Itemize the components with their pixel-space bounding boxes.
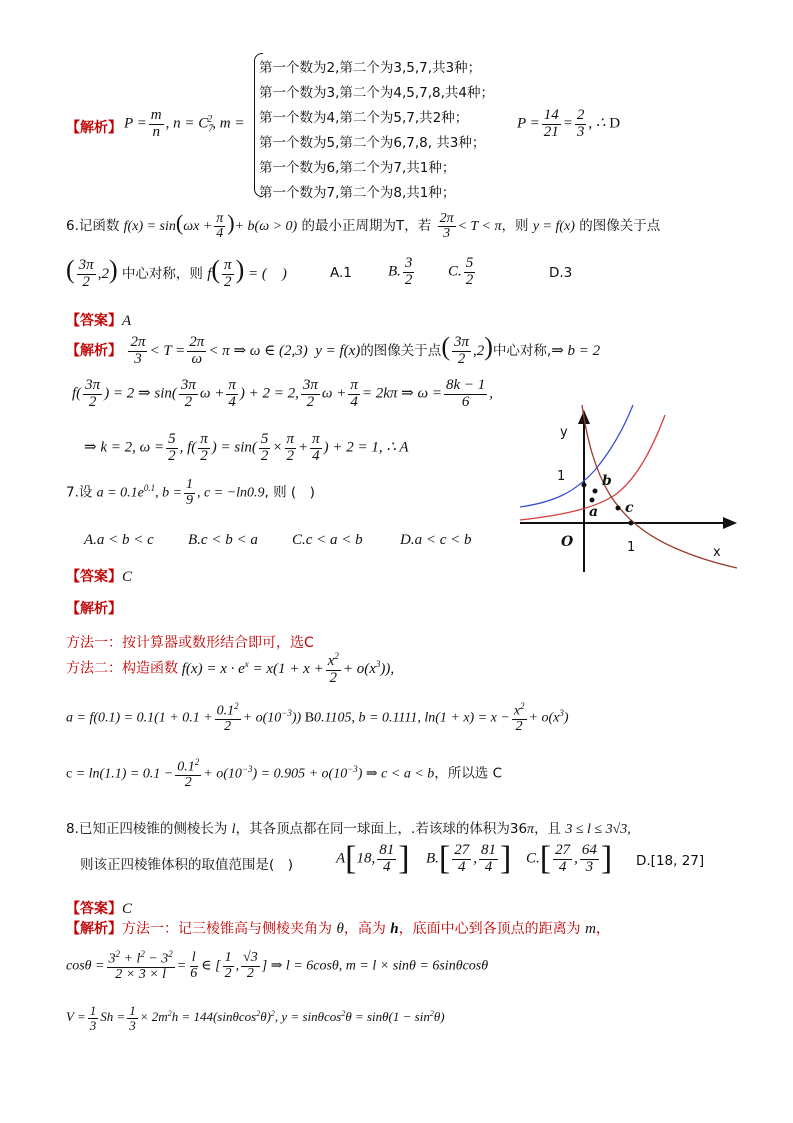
q7-method2-label: 方法二：: [66, 660, 122, 677]
p5-case-3: 第一个数为4,第二个为5,7,共2种；: [259, 110, 469, 126]
p5-case-2: 第一个数为3,第二个为4,5,7,8,共4种；: [259, 85, 494, 101]
p5-case-1: 第一个数为2,第二个为3,5,7,共3种；: [259, 60, 482, 76]
p5-case-5: 第一个数为6,第二个为7,共1种；: [259, 160, 456, 176]
point-c: [616, 506, 621, 511]
q7-option-b: B.c < b < a: [188, 532, 258, 548]
function-graph: [515, 400, 745, 580]
q7-line-c-tail: ，所以选 C: [434, 765, 502, 782]
q8-option-d: D.[18, 27]: [636, 853, 705, 869]
q6-answer-value: A: [122, 313, 132, 329]
q8-option-c: C.[ $\frac{27}{4}$ , $\frac{64}{3}$ ]: [526, 840, 613, 877]
q7-stem: 7.设 $a = 0.1e^{0.1}$, b = $\frac{1}{9}$ , c = −ln0.9, 则 ( ): [66, 477, 315, 508]
q7-line-c: c = ln(1.1) = 0.1 − $\frac{0.1^2}{2}$ + $o(10^{-3}) = 0.905 + o(10^{-3})$ ⇒ c < a < b，所以选 C: [66, 757, 502, 791]
daan-label: 【答案】: [66, 901, 122, 917]
jiexi-label: 【解析】: [66, 921, 122, 937]
q6-answer: [66, 310, 131, 330]
q8-answer-value: C: [122, 901, 133, 917]
q8-answer: [66, 898, 132, 918]
q8-cos-line: cosθ = $\frac{3^2 + l^2 - 3^2}{2 \times 3 \times l}$ = $\frac{l}{6}$ ∈ [ $\frac{1}{2}$ , $\frac{√3}{2}$ ] ⇒ l = 6cosθ, m = l × sinθ = 6sinθcosθ: [66, 949, 489, 983]
q8-method1: 【解析】方法一：记三棱锥高与侧棱夹角为 θ，高为 h，底面中心到各顶点的距离为 m，: [66, 921, 610, 937]
one-y-label: 1: [557, 469, 566, 484]
q8-stem-line1: 8.已知正四棱锥的侧棱长为 l，其各顶点都在同一球面上，.若该球的体积为36π，且 3 ≤ l ≤ 3√3,: [66, 821, 631, 837]
a-label: a: [589, 504, 599, 520]
q7-option-a: A.a < b < c: [84, 532, 154, 548]
jiexi-label: 【解析】: [66, 120, 122, 136]
p5-result: P = $\frac{14}{21}$ = $\frac{2}{3}$ , ∴ D: [517, 107, 621, 140]
daan-label: 【答案】: [66, 313, 122, 329]
q7-line-a: a = f(0.1) = 0.1(1 + 0.1 + $\frac{0.1^2}{2}$ + $o(10^{-3})$) B0.1105, b = 0.1111, ln(1 + x) = x − $\frac{x^2}{2}$ + $o(x^3)$: [66, 701, 569, 735]
q6-option-d: D.3: [549, 265, 573, 281]
q8-v-line: V = $\frac{1}{3}$ Sh = $\frac{1}{3}$ × $2m^2h = 144(\sin\theta\cos^2\theta)^2$, $y = \sin\theta\cos^2\theta = \sin\theta(1 - \sin^2\theta)$: [66, 1003, 445, 1033]
q7-method1: 方法一：按计算器或数形结合即可，选C: [66, 635, 314, 651]
daan-label: 【答案】: [66, 569, 122, 585]
q7-answer: [66, 566, 132, 586]
c-label: c: [625, 500, 634, 516]
y-label: y: [560, 425, 568, 440]
x-axis-arrow: [723, 517, 737, 529]
origin-label: O: [561, 534, 574, 550]
q8-method1-label: 方法一：: [122, 921, 178, 937]
x-label: x: [713, 545, 721, 560]
point-a: [590, 498, 595, 503]
blue-curve: [520, 405, 633, 507]
q7-answer-value: C: [122, 569, 133, 585]
q6-sol-line1: 【解析】 $\frac{2\pi}{3}$ < T = $\frac{2\pi}{\omega}$ < π ⇒ ω ∈ (2,3) y = f(x)的图像关于点( $\frac{3\pi}{2}$ ,2)中心对称,⇒ b = 2: [66, 332, 601, 368]
p5-case-6: 第一个数为7,第二个为8,共1种；: [259, 185, 456, 201]
q7-jiexi-label: 【解析】: [66, 601, 122, 617]
q6-stem-line1: 6.记函数 f(x) = sin(ωx + $\frac{\pi}{4}$ )+ b(ω > 0) 的最小正周期为T，若 $\frac{2\pi}{3}$ < T < π，则 y = f(x) 的图像关于点: [66, 210, 661, 242]
q6-option-a: A.1: [330, 265, 352, 281]
q6-option-b: B. $\frac{3}{2}$: [388, 255, 413, 288]
point-y1: [582, 483, 587, 488]
jiexi-label: 【解析】: [66, 343, 122, 359]
point-b: [593, 489, 598, 494]
q7-option-d: D.a < c < b: [400, 532, 472, 548]
p5-formula: P = $\frac{m}{n}$ , $n = C_7^2$, m =: [124, 107, 245, 140]
q8-stem-line2: 则该正四棱锥体积的取值范围是( ): [80, 857, 294, 873]
q7-method2: 方法二：构造函数 $f(x) = x \cdot e^x = x(1 + x$ + $\frac{x^2}{2}$ + $o(x^3)$),: [66, 651, 395, 686]
b-label: b: [602, 473, 612, 489]
q6-sol-line2: f( $\frac{3\pi}{2}$ ) = 2 ⇒ sin( $\frac{3\pi}{2}$ ω + $\frac{\pi}{4}$ ) + 2 = 2, $\frac{3\pi}{2}$ ω + $\frac{\pi}{4}$ = 2kπ ⇒ ω = $\frac{8k - 1}{6}$ ,: [72, 377, 493, 410]
q6-option-c: C. $\frac{5}{2}$: [448, 255, 474, 288]
q6-sol-line3: ⇒ k = 2, ω = $\frac{5}{2}$ , f( $\frac{\pi}{2}$ ) = sin( $\frac{5}{2}$ × $\frac{\pi}{2}$ + $\frac{\pi}{4}$ ) + 2 = 1, ∴ A: [84, 431, 409, 464]
q7-option-c: C.c < a < b: [292, 532, 363, 548]
point-x1: [629, 521, 634, 526]
p5-case-4: 第一个数为5,第二个为6,7,8, 共3种；: [259, 135, 486, 151]
p5-solution: [0, 0, 793, 210]
q8-option-a: A[18, $\frac{81}{4}$ ]: [336, 840, 410, 877]
one-x-label: 1: [627, 540, 636, 555]
q6-stem-line2: ( $\frac{3\pi}{2}$ ,2) 中心对称，则 f( $\frac{\pi}{2}$ ) = ( ): [66, 255, 287, 291]
q8-option-b: B.[ $\frac{27}{4}$ , $\frac{81}{4}$ ]: [426, 840, 512, 877]
